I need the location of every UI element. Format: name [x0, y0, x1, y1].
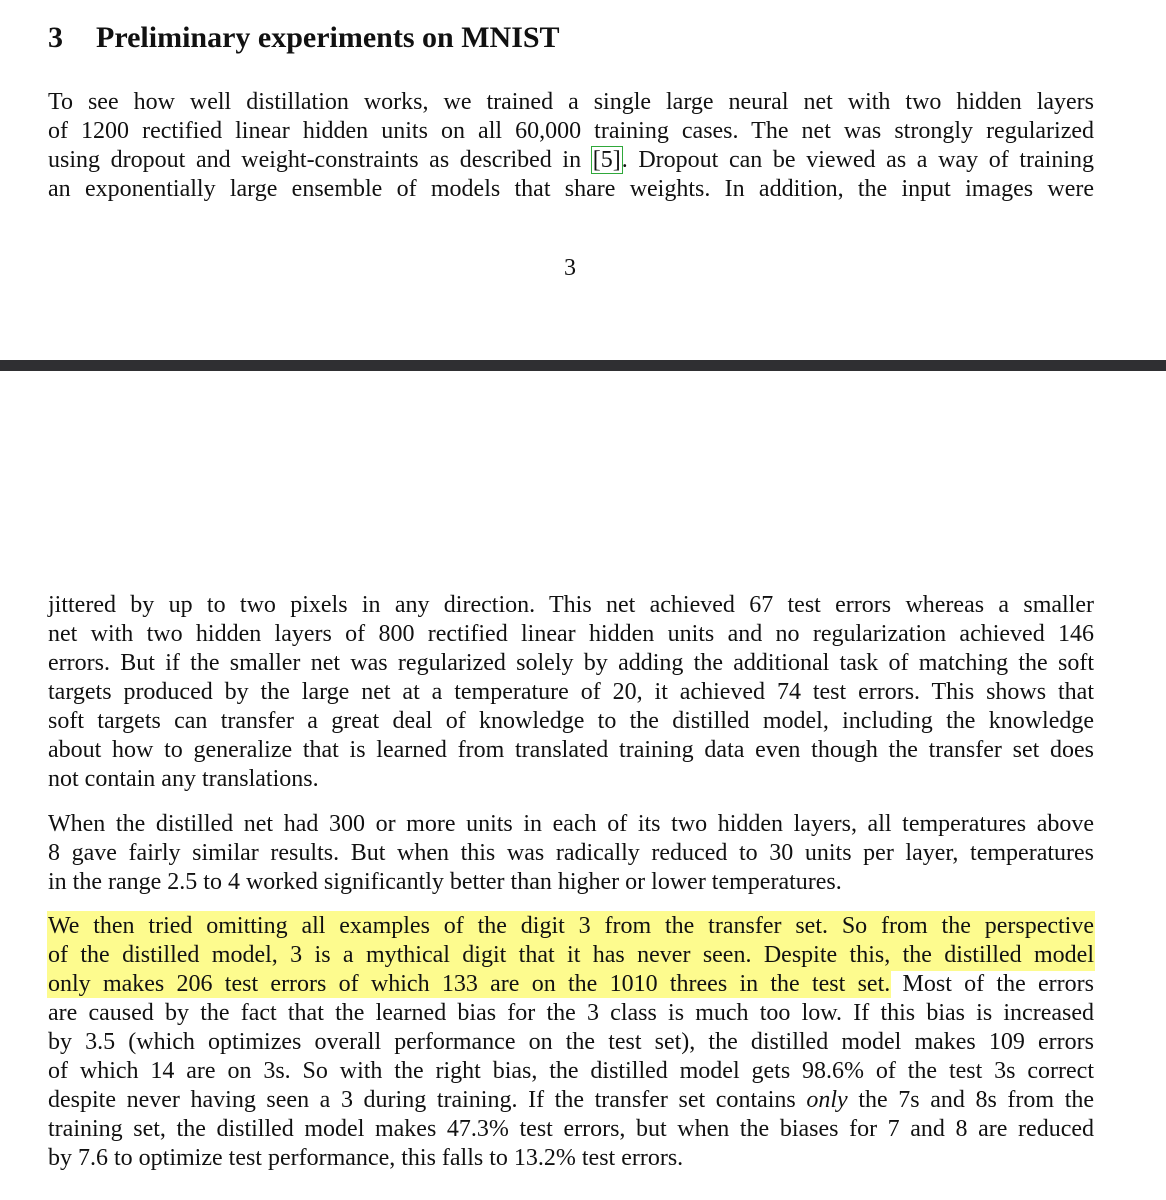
- paragraph-line: an exponentially large ensemble of models that share weights. In addition, the input images were: [48, 176, 1094, 202]
- highlighted-line: of the distilled model, 3 is a mythical digit that it has never seen. Despite this, the distilled model: [48, 942, 1094, 968]
- paragraph-line: not contain any translations.: [48, 766, 319, 792]
- highlighted-line: We then tried omitting all examples of the digit 3 from the transfer set. So from the perspective: [48, 913, 1094, 939]
- page-number: 3: [564, 255, 576, 281]
- intro-paragraph: [48, 88, 1094, 204]
- pdf-page-top: [0, 0, 1166, 360]
- paragraph-line: jittered by up to two pixels in any direction. This net achieved 67 test errors whereas a smaller: [48, 592, 1094, 618]
- paragraph-mythical-digit: [48, 912, 1094, 1173]
- paragraph-line: soft targets can transfer a great deal of knowledge to the distilled model, including the knowledge: [48, 708, 1094, 734]
- pdf-page-bottom: [0, 371, 1166, 1200]
- paragraph-line: 8 gave fairly similar results. But when this was radically reduced to 30 units per layer, temperatures: [48, 840, 1094, 866]
- paragraph-line-with-italic: [48, 1086, 1094, 1115]
- paragraph-line: To see how well distillation works, we trained a single large neural net with two hidden layers: [48, 89, 1094, 115]
- italic-text: only: [806, 1087, 848, 1113]
- section-title: Preliminary experiments on MNIST: [96, 21, 560, 54]
- page-divider: [0, 360, 1166, 371]
- paragraph-line-partial-highlight: [48, 970, 1094, 999]
- paragraph-line: errors. But if the smaller net was regularized solely by adding the additional task of matching the soft: [48, 650, 1094, 676]
- text-after-italic: the 7s and 8s from the: [847, 1087, 1095, 1113]
- paragraph-results: [48, 591, 1094, 794]
- highlighted-text: only makes 206 test errors of which 133 are on the 1010 threes in the test set.: [48, 971, 891, 997]
- paragraph-temperatures: [48, 810, 1094, 897]
- text-before-italic: despite never having seen a 3 during training. If the transfer set contains: [48, 1087, 807, 1113]
- paragraph-line: of 1200 rectified linear hidden units on all 60,000 training cases. The net was strongly regularized: [48, 118, 1094, 144]
- paragraph-line: about how to generalize that is learned from translated training data even though the transfer set does: [48, 737, 1094, 763]
- paragraph-line: by 7.6 to optimize test performance, this falls to 13.2% test errors.: [48, 1145, 684, 1171]
- section-heading: [48, 18, 560, 58]
- paragraph-line: net with two hidden layers of 800 rectified linear hidden units and no regularization achieved 146: [48, 621, 1094, 647]
- paragraph-line: by 3.5 (which optimizes overall performance on the test set), the distilled model makes 109 errors: [48, 1029, 1094, 1055]
- citation-link[interactable]: [5]: [592, 147, 621, 173]
- paragraph-line: When the distilled net had 300 or more units in each of its two hidden layers, all temperatures above: [48, 811, 1094, 837]
- paragraph-line: of which 14 are on 3s. So with the right bias, the distilled model gets 98.6% of the test 3s correct: [48, 1058, 1094, 1084]
- text-after-citation: . Dropout can be viewed as a way of training: [621, 147, 1094, 173]
- text-before-citation: using dropout and weight-constraints as described in: [48, 147, 582, 173]
- text-after-highlight: Most of the errors: [890, 971, 1094, 997]
- paragraph-line: are caused by the fact that the learned bias for the 3 class is much too low. If this bias is increased: [48, 1000, 1094, 1026]
- section-number: 3: [48, 21, 63, 54]
- paragraph-line-with-citation: [48, 146, 1094, 175]
- paragraph-line: in the range 2.5 to 4 worked significantly better than higher or lower temperatures.: [48, 869, 842, 895]
- paragraph-line: targets produced by the large net at a temperature of 20, it achieved 74 test errors. This shows that: [48, 679, 1094, 705]
- paragraph-line: training set, the distilled model makes 47.3% test errors, but when the biases for 7 and 8 are reduced: [48, 1116, 1094, 1142]
